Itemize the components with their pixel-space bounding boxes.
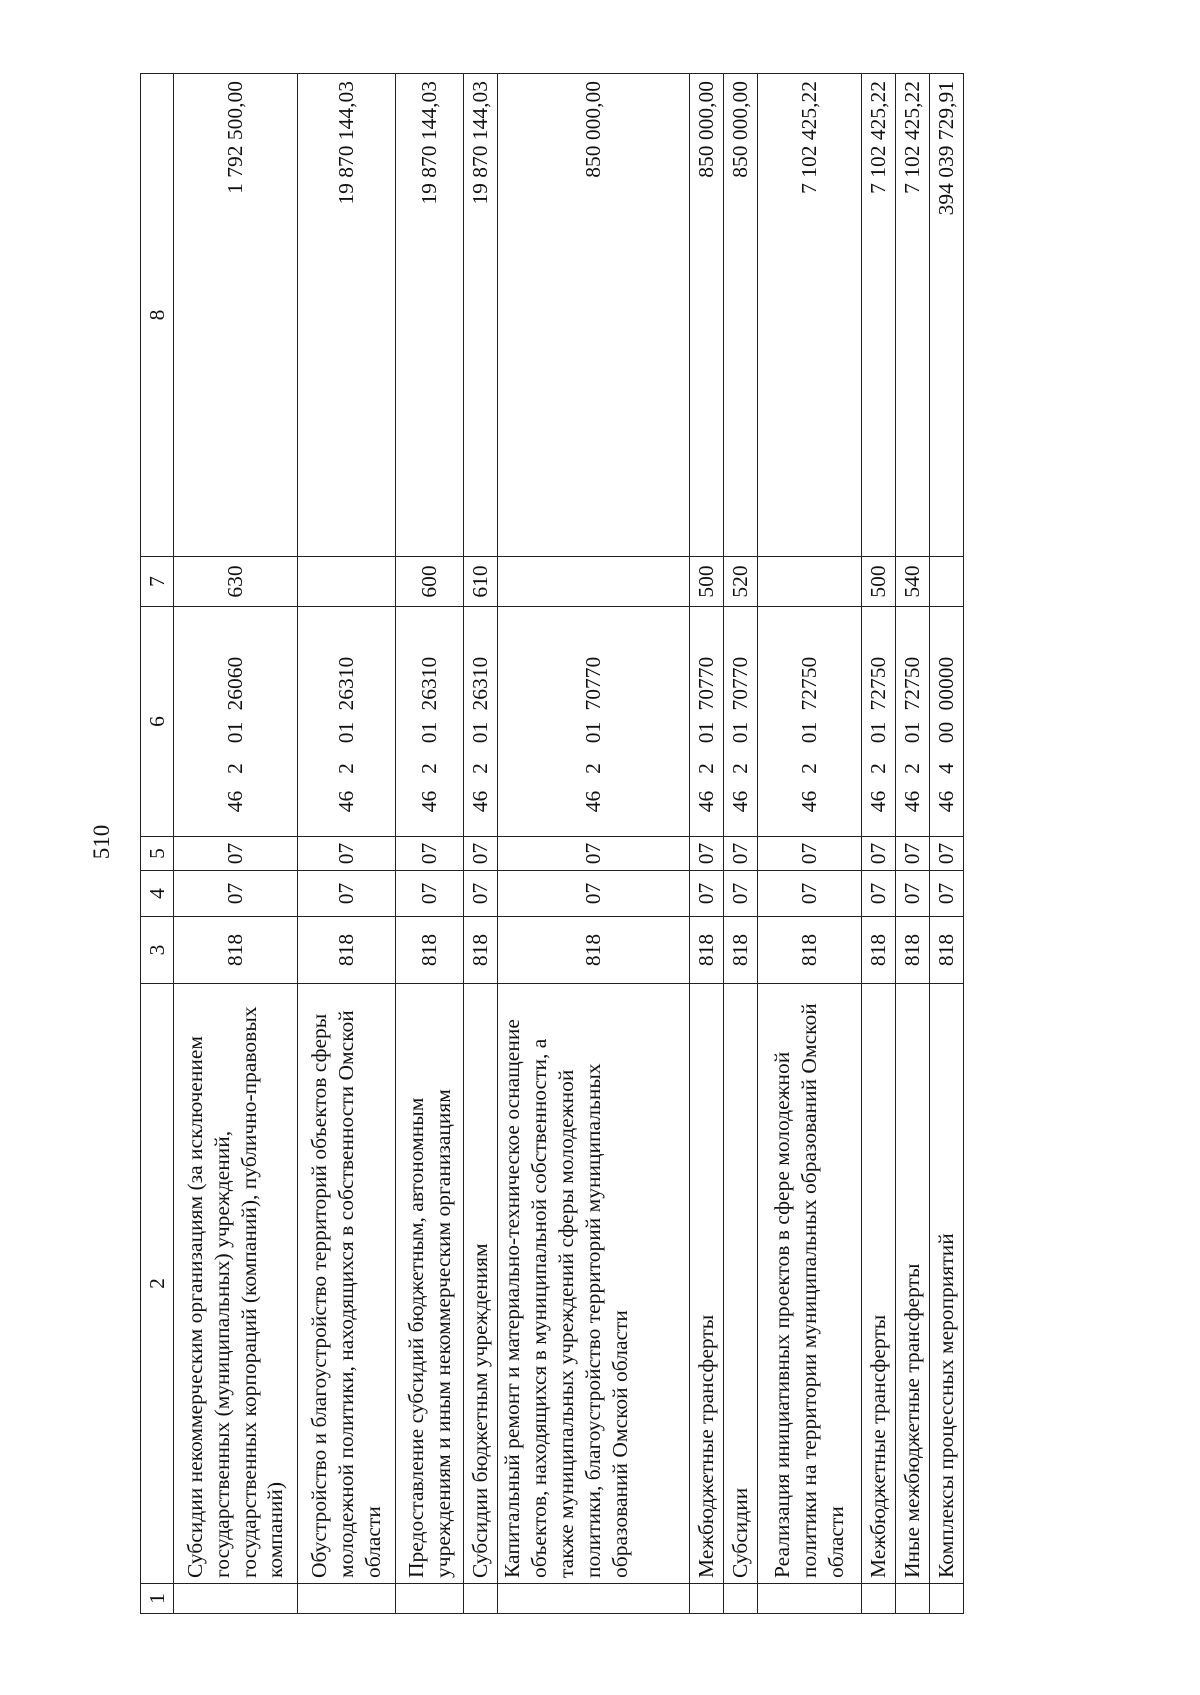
ministry-code-cell: 818 (464, 917, 498, 984)
target-article-cell (862, 607, 896, 837)
expense-type-cell: 500 (690, 557, 724, 607)
expense-type-cell: 610 (464, 557, 498, 607)
expense-type-cell (498, 557, 690, 607)
name-cell: Комплексы процессных мероприятий (930, 984, 964, 1584)
name-cell: Субсидии бюджетным учреждениям (464, 984, 498, 1584)
target-article-cell (724, 607, 758, 837)
table-row (930, 74, 964, 1614)
section-cell: 07 (396, 871, 464, 917)
subsection-cell: 07 (464, 837, 498, 871)
event-code: 01 (417, 721, 441, 744)
target-article-cell (896, 607, 930, 837)
name-cell: Реализация инициативных проектов в сфере молодежной политики на территории муниципальных образований Омской области (758, 984, 862, 1584)
target-article-cell (298, 607, 396, 837)
header-col-3: 3 (141, 917, 174, 984)
table-row (396, 74, 464, 1614)
expense-type-cell (758, 557, 862, 607)
event-code: 01 (581, 721, 605, 744)
direction-code: 26310 (334, 656, 358, 711)
subsection-cell: 07 (896, 837, 930, 871)
amount-cell: 850 000,00 (724, 74, 758, 557)
subprogram-code: 2 (797, 763, 821, 774)
name-cell: Межбюджетные трансферты (862, 984, 896, 1584)
ministry-code-cell: 818 (862, 917, 896, 984)
header-col-6: 6 (141, 607, 174, 837)
ministry-code-cell: 818 (930, 917, 964, 984)
target-article-cell (464, 607, 498, 837)
expense-type-cell: 520 (724, 557, 758, 607)
row-number-cell (396, 1584, 464, 1614)
name-cell: Межбюджетные трансферты (690, 984, 724, 1584)
event-code: 01 (468, 721, 492, 744)
table-row (464, 74, 498, 1614)
amount-cell: 19 870 144,03 (396, 74, 464, 557)
header-col-4: 4 (141, 871, 174, 917)
page-number: 510 (89, 824, 114, 860)
event-code: 01 (728, 721, 752, 744)
target-article-cell (174, 607, 298, 837)
subsection-cell: 07 (724, 837, 758, 871)
subsection-cell: 07 (396, 837, 464, 871)
ministry-code-cell: 818 (896, 917, 930, 984)
name-cell: Обустройство и благоустройство территорий объектов сферы молодежной политики, находящихся в собственности Омской области (298, 984, 396, 1584)
event-code: 01 (900, 721, 924, 744)
subprogram-code: 2 (694, 763, 718, 774)
subsection-cell: 07 (758, 837, 862, 871)
target-article-cell (396, 607, 464, 837)
amount-cell: 850 000,00 (690, 74, 724, 557)
ministry-code-cell: 818 (724, 917, 758, 984)
header-col-1: 1 (141, 1584, 174, 1614)
section-cell: 07 (174, 871, 298, 917)
name-cell: Субсидии некоммерческим организациям (за исключением государственных (муниципальных) учреждений, государственных корпораций (компаний), публично-правовых компаний) (174, 984, 298, 1584)
table-row (896, 74, 930, 1614)
direction-code: 26310 (417, 656, 441, 711)
header-col-2: 2 (141, 984, 174, 1584)
expense-type-cell: 500 (862, 557, 896, 607)
subsection-cell: 07 (930, 837, 964, 871)
expense-type-cell (298, 557, 396, 607)
row-number-cell (758, 1584, 862, 1614)
header-col-5: 5 (141, 837, 174, 871)
row-number-cell (464, 1584, 498, 1614)
target-article-cell (930, 607, 964, 837)
subsection-cell: 07 (174, 837, 298, 871)
event-code: 01 (797, 721, 821, 744)
subsection-cell: 07 (298, 837, 396, 871)
direction-code: 70770 (694, 656, 718, 711)
program-code: 46 (797, 790, 821, 813)
program-code: 46 (900, 790, 924, 813)
direction-code: 00000 (934, 656, 958, 711)
direction-code: 70770 (728, 656, 752, 711)
amount-cell: 394 039 729,91 (930, 74, 964, 557)
event-code: 01 (694, 721, 718, 744)
program-code: 46 (934, 790, 958, 813)
subprogram-code: 2 (223, 763, 247, 774)
target-article-cell (758, 607, 862, 837)
section-cell: 07 (896, 871, 930, 917)
direction-code: 72750 (797, 656, 821, 711)
amount-cell: 19 870 144,03 (298, 74, 396, 557)
table-row (724, 74, 758, 1614)
ministry-code-cell: 818 (690, 917, 724, 984)
amount-cell: 19 870 144,03 (464, 74, 498, 557)
ministry-code-cell: 818 (298, 917, 396, 984)
expense-type-cell (930, 557, 964, 607)
program-code: 46 (866, 790, 890, 813)
amount-cell: 7 102 425,22 (896, 74, 930, 557)
row-number-cell (174, 1584, 298, 1614)
event-code: 01 (866, 721, 890, 744)
program-code: 46 (728, 790, 752, 813)
amount-cell: 850 000,00 (498, 74, 690, 557)
subsection-cell: 07 (690, 837, 724, 871)
program-code: 46 (468, 790, 492, 813)
program-code: 46 (223, 790, 247, 813)
table-row (498, 74, 690, 1614)
section-cell: 07 (862, 871, 896, 917)
table-row (690, 74, 724, 1614)
event-code: 00 (934, 721, 958, 744)
subprogram-code: 2 (581, 763, 605, 774)
subprogram-code: 2 (417, 763, 441, 774)
subprogram-code: 2 (468, 763, 492, 774)
table-row (174, 74, 298, 1614)
header-col-7: 7 (141, 557, 174, 607)
direction-code: 70770 (581, 656, 605, 711)
ministry-code-cell: 818 (396, 917, 464, 984)
name-cell: Капитальный ремонт и материально-техническое оснащение объектов, находящихся в муниципальной собственности, а также муниципальных учреждений сферы молодежной политики, благоустройство территорий муниципальных образований Омской области (498, 984, 690, 1584)
subprogram-code: 2 (866, 763, 890, 774)
amount-cell: 1 792 500,00 (174, 74, 298, 557)
header-col-8: 8 (141, 74, 174, 557)
section-cell: 07 (724, 871, 758, 917)
section-cell: 07 (758, 871, 862, 917)
ministry-code-cell: 818 (498, 917, 690, 984)
expense-type-cell: 600 (396, 557, 464, 607)
expense-type-cell: 540 (896, 557, 930, 607)
table-row (298, 74, 396, 1614)
section-cell: 07 (930, 871, 964, 917)
section-cell: 07 (498, 871, 690, 917)
section-cell: 07 (690, 871, 724, 917)
amount-cell: 7 102 425,22 (862, 74, 896, 557)
ministry-code-cell: 818 (174, 917, 298, 984)
subprogram-code: 4 (934, 763, 958, 774)
direction-code: 26060 (223, 656, 247, 711)
section-cell: 07 (464, 871, 498, 917)
budget-table (140, 73, 964, 1614)
program-code: 46 (694, 790, 718, 813)
table-row (758, 74, 862, 1614)
header-row (141, 74, 174, 1614)
row-number-cell (862, 1584, 896, 1614)
target-article-cell (690, 607, 724, 837)
section-cell: 07 (298, 871, 396, 917)
name-cell: Субсидии (724, 984, 758, 1584)
row-number-cell (498, 1584, 690, 1614)
event-code: 01 (223, 721, 247, 744)
subprogram-code: 2 (900, 763, 924, 774)
expense-type-cell: 630 (174, 557, 298, 607)
program-code: 46 (417, 790, 441, 813)
subsection-cell: 07 (498, 837, 690, 871)
direction-code: 72750 (900, 656, 924, 711)
program-code: 46 (334, 790, 358, 813)
row-number-cell (724, 1584, 758, 1614)
table-row (862, 74, 896, 1614)
program-code: 46 (581, 790, 605, 813)
subprogram-code: 2 (334, 763, 358, 774)
direction-code: 72750 (866, 656, 890, 711)
target-article-cell (498, 607, 690, 837)
rotated-table-container (140, 74, 1058, 1614)
direction-code: 26310 (468, 656, 492, 711)
name-cell: Иные межбюджетные трансферты (896, 984, 930, 1584)
ministry-code-cell: 818 (758, 917, 862, 984)
event-code: 01 (334, 721, 358, 744)
row-number-cell (896, 1584, 930, 1614)
subsection-cell: 07 (862, 837, 896, 871)
row-number-cell (298, 1584, 396, 1614)
row-number-cell (690, 1584, 724, 1614)
name-cell: Предоставление субсидий бюджетным, автономным учреждениям и иным некоммерческим организациям (396, 984, 464, 1584)
row-number-cell (930, 1584, 964, 1614)
amount-cell: 7 102 425,22 (758, 74, 862, 557)
subprogram-code: 2 (728, 763, 752, 774)
